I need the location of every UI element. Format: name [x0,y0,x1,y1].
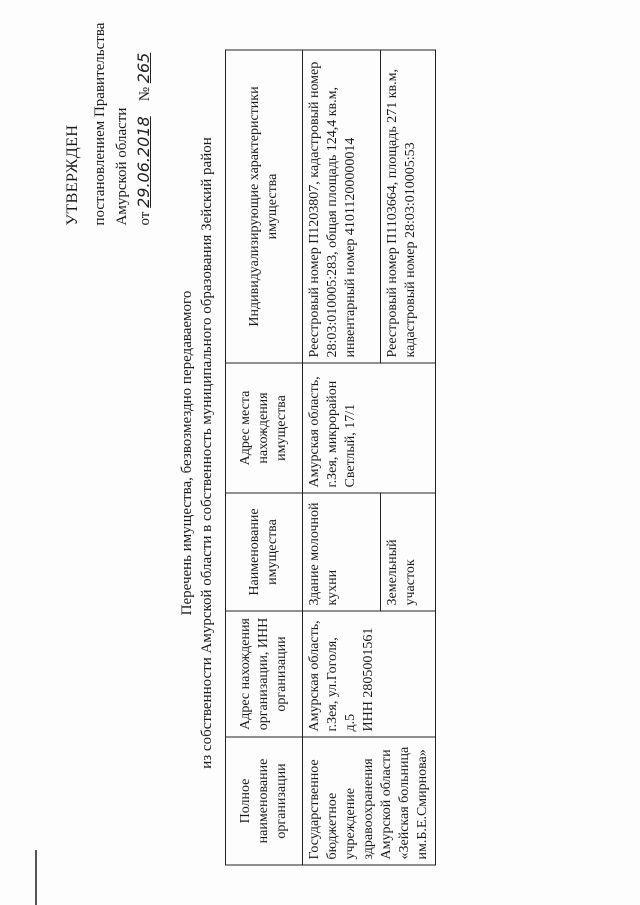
org-name-cell: Государственное бюджетное учреждение здравоохранения Амурской области «Зейская больница им.Б.Е.Смирнова» [303,737,436,865]
table-row [303,50,381,865]
property-table [225,49,436,865]
property-name-cell: Здание молочной кухни [303,493,381,611]
header-property-name: Наименование имущества [226,493,303,611]
header-org-address: Адрес нахождения организации, ИНН организации [226,611,303,737]
approval-line-1: постановлением Правительства [92,22,108,225]
property-name-cell: Земельный участок [381,493,436,611]
approval-number: 265 [134,52,153,83]
table-header-row [226,50,303,865]
org-address: Амурская область, г.Зея, ул.Гоголя, д.5 [307,619,358,731]
org-inn: ИНН 2805001561 [361,627,376,731]
approval-date: 29.06.2018 [134,115,153,208]
document-title [177,0,217,905]
header-characteristics: Индивидуализирующие характеристики имущества [226,50,303,363]
approval-stamp [62,15,156,225]
org-address-cell [303,611,436,737]
characteristics-cell: Реестровый номер П1103664, площадь 271 кв.м, кадастровый номер 28:03:010005:53 [381,50,436,363]
date-prefix: от [137,211,153,225]
property-address-cell: Амурская область, г.Зея, микрорайон Светлый, 17/1 [303,363,436,493]
header-org-name: Полное наименование организации [226,737,303,865]
number-prefix: № [137,86,153,101]
header-property-address: Адрес места нахождения имущества [226,363,303,493]
title-line-2: из собственности Амурской области в собственность муниципального образования Зейский район [199,136,215,769]
title-line-1: Перечень имущества, безвозмездно передаваемого [179,290,195,615]
margin-mark [35,850,37,905]
approval-line-2: Амурской области [114,107,130,225]
approval-date-line [133,15,156,225]
approval-heading: УТВЕРЖДЕН [64,124,81,225]
characteristics-cell: Реестровый номер П1203807, кадастровый номер 28:03:010005:283, общая площадь 124,4 кв.м, инвентарный номер 41011200000014 [303,50,381,363]
